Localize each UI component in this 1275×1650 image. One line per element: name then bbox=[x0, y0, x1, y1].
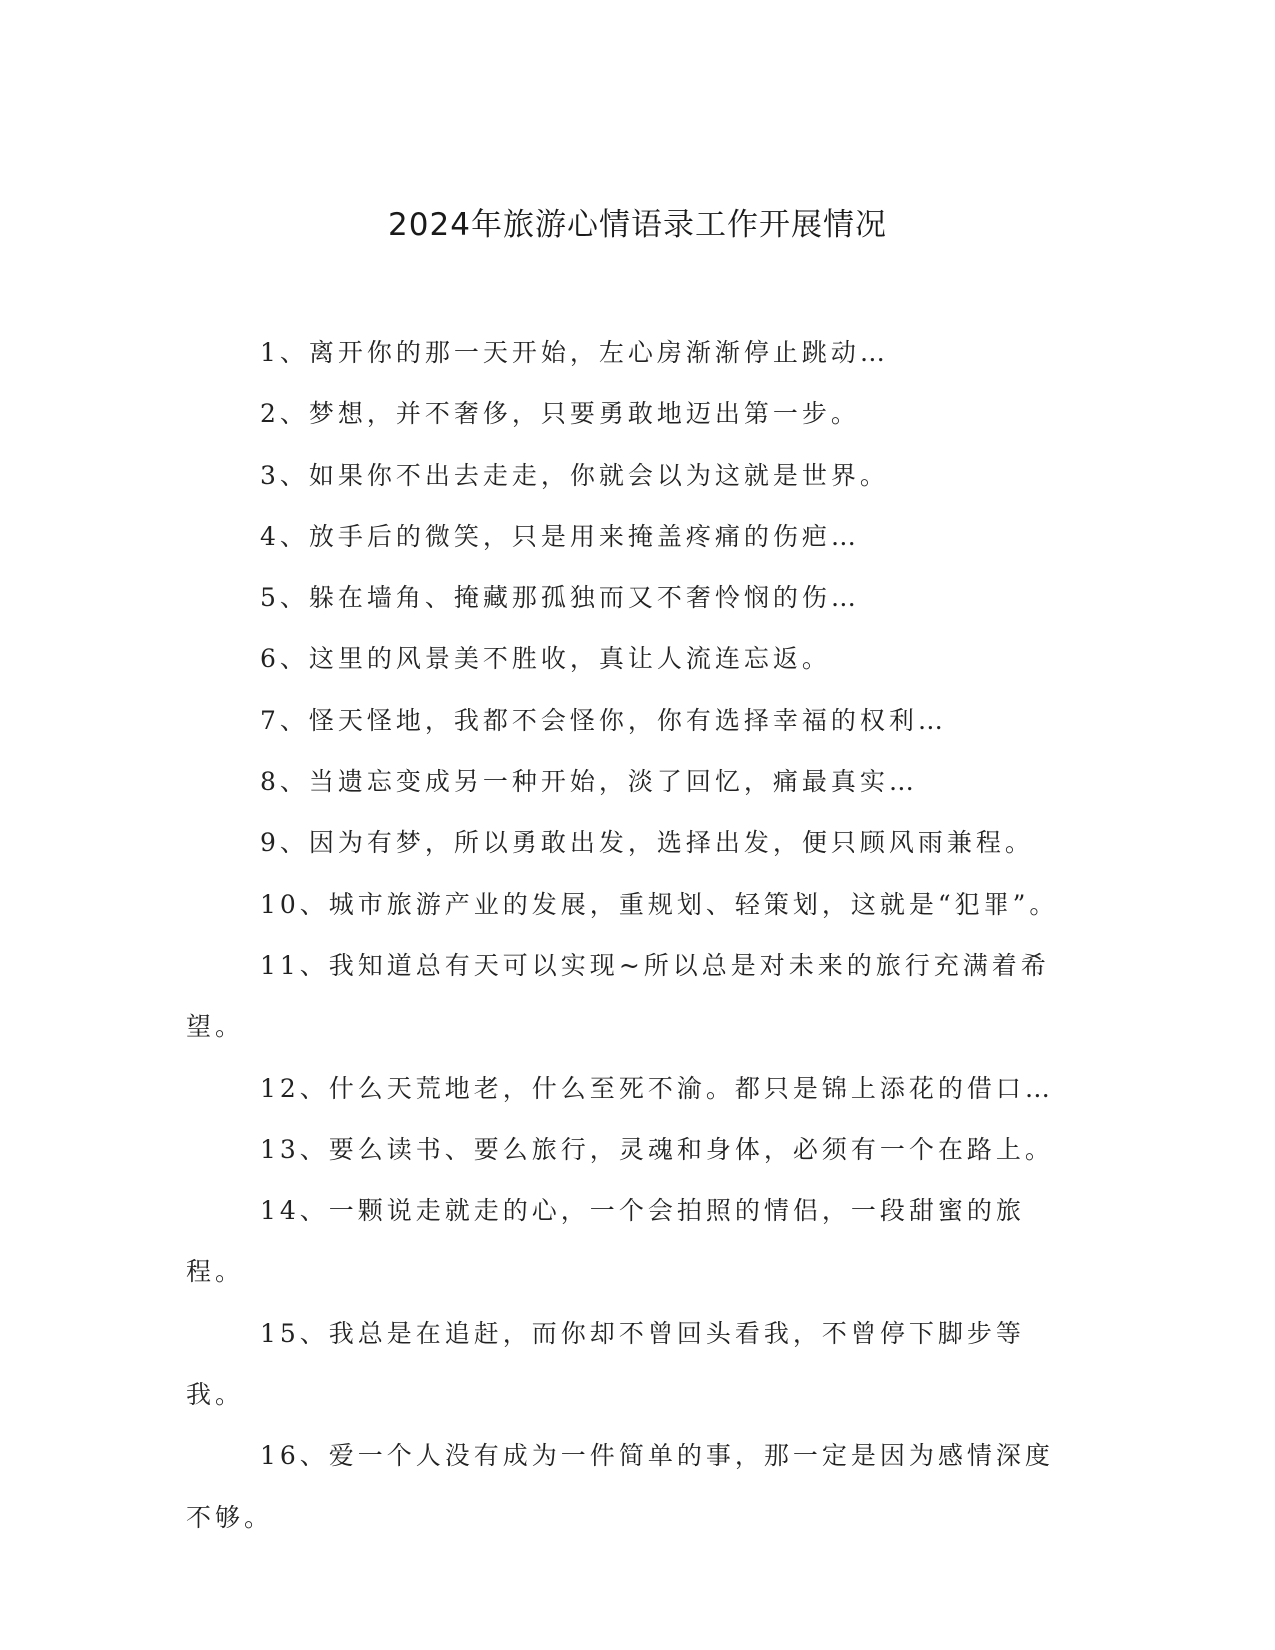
paragraph-16: 16、爱一个人没有成为一件简单的事，那一定是因为感情深度不够。 bbox=[186, 1441, 1054, 1532]
paragraph-7: 7、怪天怪地，我都不会怪你，你有选择幸福的权利… bbox=[260, 705, 947, 735]
paragraph-14: 14、一颗说走就走的心，一个会拍照的情侣，一段甜蜜的旅程。 bbox=[186, 1196, 1025, 1287]
paragraph-6: 6、这里的风景美不胜收，真让人流连忘返。 bbox=[260, 644, 831, 674]
paragraph-9: 9、因为有梦，所以勇敢出发，选择出发，便只顾风雨兼程。 bbox=[260, 828, 1034, 858]
paragraph-13: 13、要么读书、要么旅行，灵魂和身体，必须有一个在路上。 bbox=[260, 1134, 1054, 1164]
paragraph-1: 1、离开你的那一天开始，左心房渐渐停止跳动… bbox=[260, 338, 889, 367]
paragraph-10: 10、城市旅游产业的发展，重规划、轻策划，这就是“犯罪”。 bbox=[260, 889, 1059, 919]
paragraph-5: 5、躲在墙角、掩藏那孤独而又不奢怜悯的伤… bbox=[260, 583, 860, 613]
paragraph-3: 3、如果你不出去走走，你就会以为这就是世界。 bbox=[260, 460, 889, 490]
paragraph-15: 15、我总是在追赶，而你却不曾回头看我，不曾停下脚步等我。 bbox=[186, 1318, 1025, 1410]
paragraph-11: 11、我知道总有天可以实现~所以总是对未来的旅行充满着希望。 bbox=[186, 950, 1050, 1042]
paragraph-2: 2、梦想，并不奢侈，只要勇敢地迈出第一步。 bbox=[260, 399, 860, 429]
paragraph-8: 8、当遗忘变成另一种开始，淡了回忆，痛最真实… bbox=[260, 767, 918, 797]
document-body bbox=[186, 322, 1066, 1548]
paragraph-4: 4、放手后的微笑，只是用来掩盖疼痛的伤疤… bbox=[260, 521, 860, 551]
document-title: 2024年旅游心情语录工作开展情况 bbox=[388, 207, 887, 243]
paragraph-12: 12、什么天荒地老，什么至死不渝。都只是锦上添花的借口… bbox=[260, 1073, 1054, 1103]
